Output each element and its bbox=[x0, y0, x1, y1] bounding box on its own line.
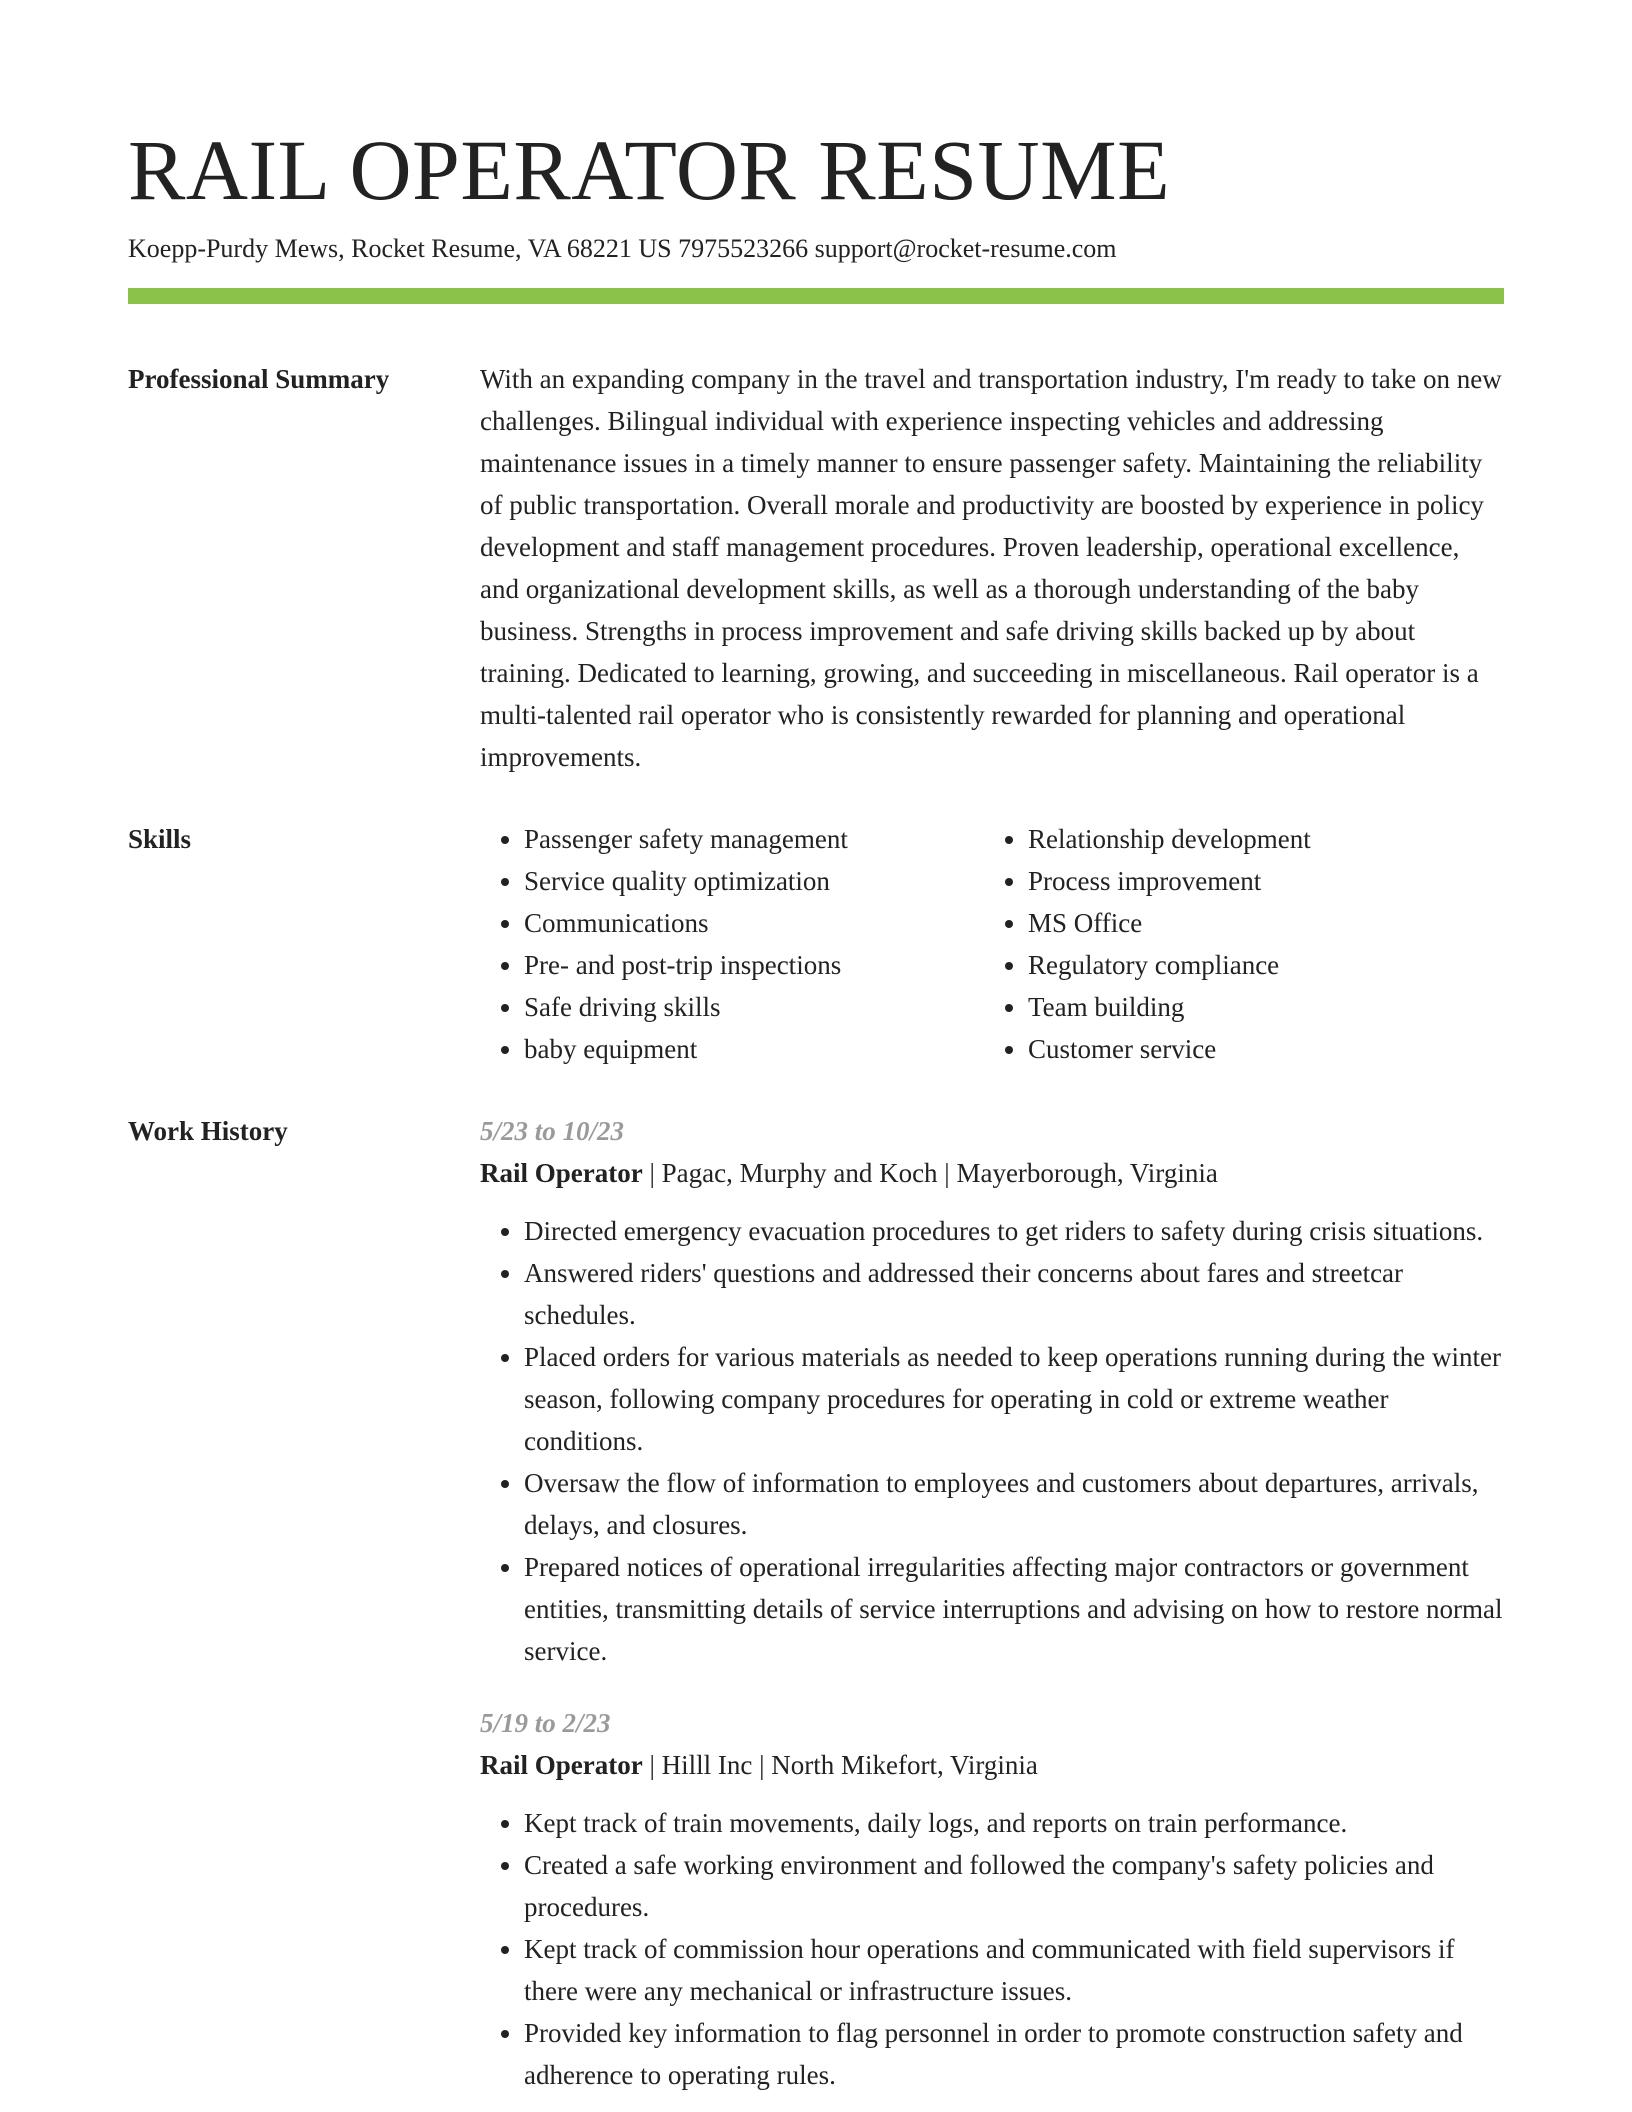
skill-item: • MS Office bbox=[1028, 902, 1488, 944]
skills-grid bbox=[480, 818, 1504, 1070]
skill-item: • Relationship development bbox=[1028, 818, 1488, 860]
responsibility-item: • Prepared notices of operational irregularities affecting major contractors or government entities, transmitting details of service interruptions and advising on how to restore normal service. bbox=[524, 1546, 1504, 1672]
skill-item: • Passenger safety management bbox=[524, 818, 984, 860]
skills-column-left bbox=[480, 818, 984, 1070]
job-dates: 5/23 to 10/23 bbox=[480, 1116, 625, 1146]
skill-item: • Customer service bbox=[1028, 1028, 1488, 1070]
resume-page bbox=[128, 120, 1504, 2096]
responsibility-item: • Answered riders' questions and addressed their concerns about fares and streetcar schedules. bbox=[524, 1252, 1504, 1336]
job-responsibilities bbox=[480, 1802, 1504, 2096]
job-heading bbox=[480, 1152, 1504, 1194]
job-dates: 5/19 to 2/23 bbox=[480, 1708, 611, 1738]
responsibility-item: • Oversaw the flow of information to employees and customers about departures, arrivals, delays, and closures. bbox=[524, 1462, 1504, 1546]
job-title: Rail Operator bbox=[480, 1158, 643, 1188]
skill-item: • baby equipment bbox=[524, 1028, 984, 1070]
skill-item: • Service quality optimization bbox=[524, 860, 984, 902]
work-history-heading: Work History bbox=[128, 1116, 288, 1146]
resume-title: RAIL OPERATOR RESUME bbox=[128, 122, 1171, 218]
skills-column-right bbox=[984, 818, 1488, 1070]
job-employer-location: | Hilll Inc | North Mikefort, Virginia bbox=[642, 1750, 1038, 1780]
summary-text: With an expanding company in the travel and transportation industry, I'm ready to take on new challenges. Bilingual individual with experience inspecting vehicles and addressing maintenance issues in a timely manner to ensure passenger safety. Maintaining the reliability of public transportation. Overall morale and productivity are boosted by experience in policy development and staff management procedures. Proven leadership, operational excellence, and organizational development skills, as well as a thorough understanding of the baby business. Strengths in process improvement and safe driving skills backed up by about training. Dedicated to learning, growing, and succeeding in miscellaneous. Rail operator is a multi-talented rail operator who is consistently rewarded for planning and operational improvements. bbox=[480, 364, 1502, 772]
summary-heading: Professional Summary bbox=[128, 364, 390, 394]
skill-item: • Process improvement bbox=[1028, 860, 1488, 902]
skill-item: • Communications bbox=[524, 902, 984, 944]
skill-item: • Pre- and post-trip inspections bbox=[524, 944, 984, 986]
skills-section bbox=[128, 818, 1504, 1070]
responsibility-item: • Kept track of commission hour operations and communicated with field supervisors if there were any mechanical or infrastructure issues. bbox=[524, 1928, 1504, 2012]
job-title: Rail Operator bbox=[480, 1750, 643, 1780]
skills-heading: Skills bbox=[128, 824, 192, 854]
responsibility-item: • Placed orders for various materials as needed to keep operations running during the winter season, following company procedures for operating in cold or extreme weather conditions. bbox=[524, 1336, 1504, 1462]
job-entry bbox=[480, 1702, 1504, 2096]
skill-item: • Regulatory compliance bbox=[1028, 944, 1488, 986]
skill-item: • Safe driving skills bbox=[524, 986, 984, 1028]
responsibility-item: • Provided key information to flag personnel in order to promote construction safety and adherence to operating rules. bbox=[524, 2012, 1504, 2096]
responsibility-item: • Directed emergency evacuation procedures to get riders to safety during crisis situations. bbox=[524, 1210, 1504, 1252]
accent-divider bbox=[128, 288, 1504, 304]
job-employer-location: | Pagac, Murphy and Koch | Mayerborough, Virginia bbox=[642, 1158, 1218, 1188]
job-entry bbox=[480, 1110, 1504, 1672]
summary-section bbox=[128, 358, 1504, 778]
job-responsibilities bbox=[480, 1210, 1504, 1672]
responsibility-item: • Kept track of train movements, daily logs, and reports on train performance. bbox=[524, 1802, 1504, 1844]
skill-item: • Team building bbox=[1028, 986, 1488, 1028]
responsibility-item: • Created a safe working environment and followed the company's safety policies and procedures. bbox=[524, 1844, 1504, 1928]
work-history-section bbox=[128, 1110, 1504, 2096]
contact-line: Koepp-Purdy Mews, Rocket Resume, VA 68221 US 7975523266 support@rocket-resume.com bbox=[128, 234, 1117, 263]
job-heading bbox=[480, 1744, 1504, 1786]
